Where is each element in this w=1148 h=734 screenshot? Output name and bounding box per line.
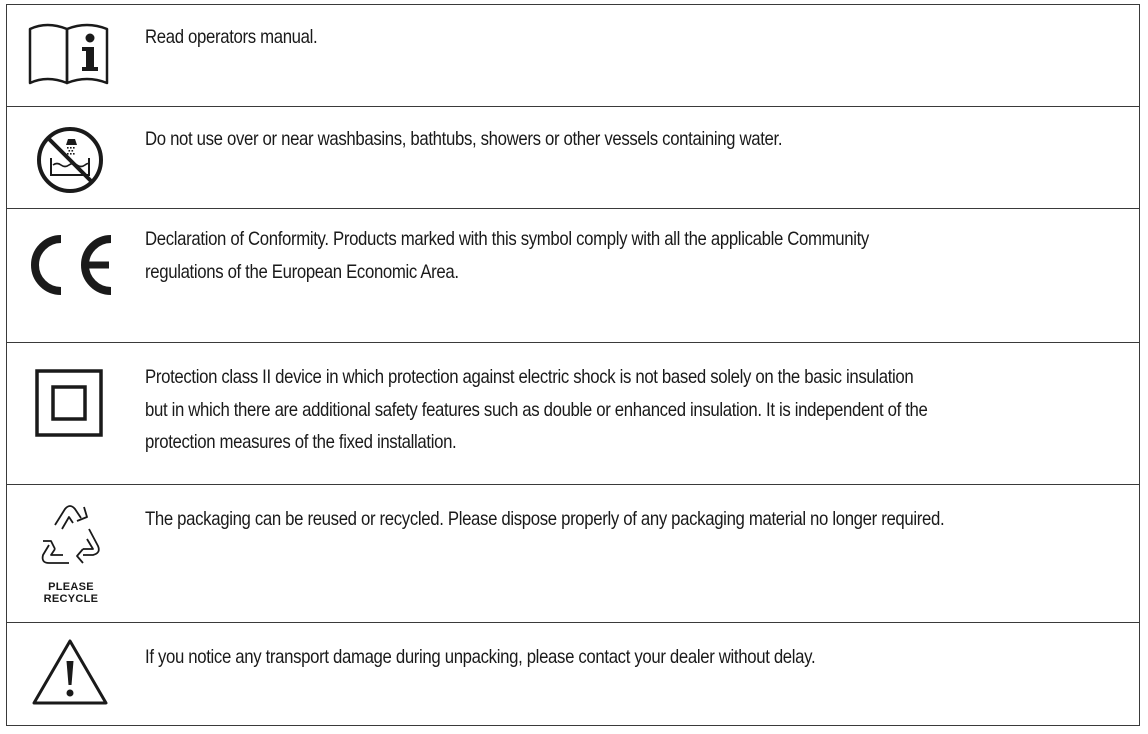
protection-class-ii-icon [35,369,103,437]
row-text: Do not use over or near washbasins, bathtubs, showers or other vessels containing water. [145,128,783,150]
operators-manual-info-icon [27,21,111,87]
row-text-line: protection measures of the fixed installation. [145,431,457,453]
icon-cell [7,485,135,622]
row-text-line: regulations of the European Economic Area. [145,260,459,283]
icon-cell [7,107,135,208]
table-row [7,5,1139,107]
row-text-line: Declaration of Conformity. Products marked with this symbol comply with all the applicable Community [145,228,869,250]
icon-cell [7,623,135,727]
recycle-label-line: PLEASE [48,581,94,593]
ce-mark-icon [25,233,115,297]
recycle-label-line: RECYCLE [43,593,99,605]
row-text [145,361,1108,459]
icon-cell [7,209,135,342]
table-row [7,623,1139,727]
icon-cell [7,5,135,106]
recycle-label [29,581,113,605]
no-water-vessels-icon [35,125,105,195]
table-row [7,107,1139,209]
recycle-icon [33,501,107,571]
table-row [7,485,1139,623]
row-text [145,223,1108,288]
symbol-table [6,4,1140,726]
row-text: Read operators manual. [145,26,318,48]
row-text-line: but in which there are additional safety features such as double or enhanced insulation. It is independent of the [145,398,928,421]
table-row [7,343,1139,485]
row-text-line: Protection class II device in which protection against electric shock is not based solely on the basic insulation [145,366,914,388]
table-row [7,209,1139,343]
row-text: If you notice any transport damage during unpacking, please contact your dealer without delay. [145,646,816,668]
row-text: The packaging can be reused or recycled. Please dispose properly of any packaging material no longer required. [145,508,945,530]
icon-cell [7,343,135,484]
warning-triangle-icon [31,637,109,707]
